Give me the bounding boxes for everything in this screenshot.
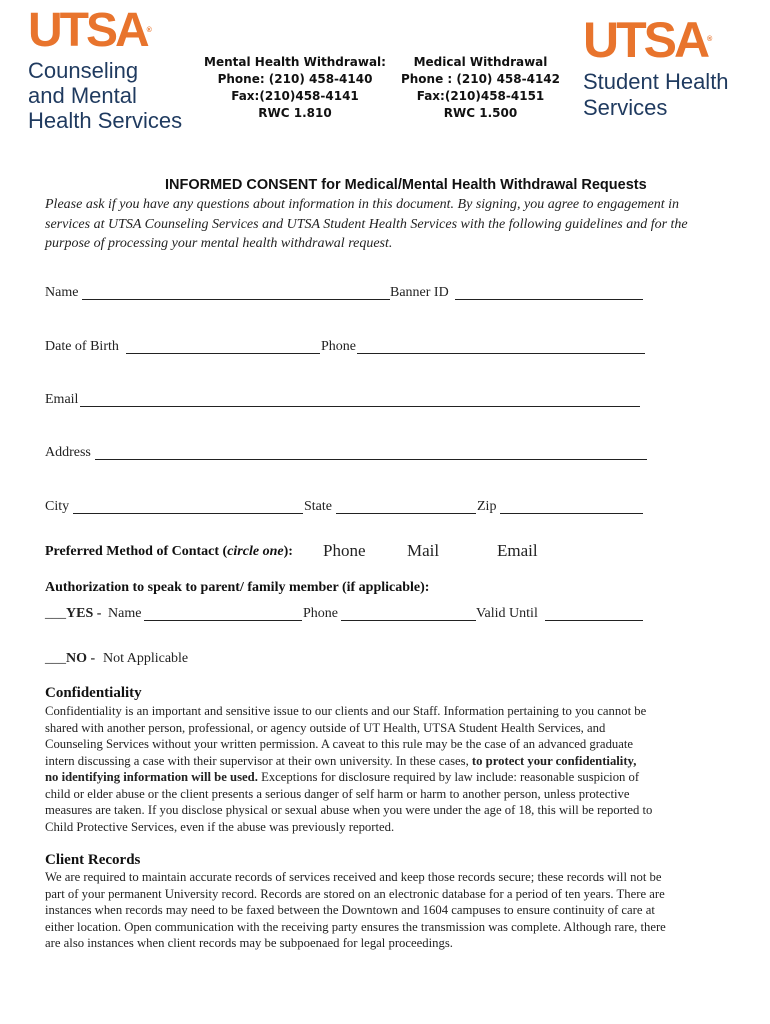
logo-line: Services (583, 95, 668, 120)
logo-line: Health Services (28, 108, 183, 133)
state-label: State (304, 499, 332, 514)
authorization-heading: Authorization to speak to parent/ family member (if applicable): (45, 580, 430, 595)
row-city (45, 499, 745, 519)
logo-line: and Mental (28, 83, 137, 108)
preferred-contact-label: Preferred Method of Contact (circle one): (45, 544, 293, 559)
mental-health-phone: Phone: (210) 458-4140 (217, 72, 373, 86)
contact-option-email[interactable]: Email (497, 541, 538, 560)
row-name (45, 285, 745, 305)
not-applicable-text: Not Applicable (103, 651, 189, 666)
address-field[interactable] (95, 459, 647, 460)
confidentiality-text: Confidentiality is an important and sensitive issue to our clients and our Staff. Information pertaining to you cannot be shared with another person, professional, or agency outside of UT Health, UTSA Student Health Services, and Counseling Services without your written permission. A caveat to this rule may be the case of an advanced graduate intern discussing a case with their supervisor at their own university. In these cases, to protect your confidentiality, no identifying information will be used. Exceptions for disclosure required by law include: reasonable suspicion of child or elder abuse or the client presents a serious danger of self harm or harm to another person, unless protective measures are taken. If you disclose physical or sexual abuse when you were under the age of 18, this will be reported to Child Protective Services, even if the abuse was previously reported. (45, 704, 653, 834)
medical-phone: Phone : (210) 458-4142 (400, 72, 561, 86)
mental-health-room: RWC 1.810 (258, 106, 332, 120)
contact-option-mail[interactable]: Mail (407, 541, 440, 560)
intro-line: Please ask if you have any questions about information in this document. By signing, you agree to engagement in (45, 197, 680, 212)
valid-until-label: Valid Until (476, 606, 538, 621)
confidentiality-heading: Confidentiality (45, 685, 142, 701)
row-authorization-yes (45, 606, 745, 626)
yes-label: YES - (66, 606, 102, 621)
row-authorization-no (45, 651, 745, 671)
intro-text (45, 195, 745, 254)
medical-fax: Fax:(210)458-4151 (416, 89, 545, 103)
dob-label: Date of Birth (45, 339, 119, 354)
name-label: Name (45, 285, 79, 300)
preferred-contact-row (45, 540, 745, 564)
zip-label: Zip (477, 499, 497, 514)
phone-field[interactable] (357, 353, 645, 354)
email-field[interactable] (80, 406, 640, 407)
client-records-heading: Client Records (45, 852, 141, 868)
email-label: Email (45, 392, 79, 407)
family-name-field[interactable] (144, 620, 302, 621)
medical-contact (393, 54, 568, 122)
intro-line: purpose of processing your mental health withdrawal request. (45, 236, 393, 251)
address-label: Address (45, 445, 91, 460)
city-field[interactable] (73, 513, 303, 514)
client-records-text: We are required to maintain accurate records of services received and keep those records secure; these records will not be part of your permanent University record. Records are stored on an electronic database for a period of ten years. There are instances when records may need to be faxed between the Downtown and 1604 campuses to ensure continuity of care at either location. Open communication with the receiving party ensures the transmission was complete. Although rare, there are also instances when client records may be subpoenaed for legal proceedings. (45, 870, 666, 950)
dob-field[interactable] (126, 353, 320, 354)
banner-id-label: Banner ID (390, 285, 449, 300)
family-phone-label: Phone (303, 606, 338, 621)
zip-field[interactable] (500, 513, 643, 514)
name-field[interactable] (82, 299, 390, 300)
page-title: INFORMED CONSENT for Medical/Mental Health Withdrawal Requests (165, 177, 647, 193)
utsa-brand: UTSA (28, 4, 147, 57)
row-address (45, 445, 745, 465)
state-field[interactable] (336, 513, 476, 514)
intro-line: services at UTSA Counseling Services and UTSA Student Health Services with the following guidelines and for the (45, 216, 688, 232)
medical-room: RWC 1.500 (443, 106, 518, 120)
banner-id-field[interactable] (455, 299, 643, 300)
mental-health-title: Mental Health Withdrawal: (204, 55, 386, 69)
valid-until-field[interactable] (545, 620, 643, 621)
mental-health-fax: Fax:(210)458-4141 (231, 89, 359, 103)
family-name-label: Name (108, 606, 142, 621)
no-checkbox-blank[interactable]: ___ (45, 651, 66, 666)
family-phone-field[interactable] (341, 620, 476, 621)
counseling-logo: UTSA® Counseling and Mental Health Services (28, 6, 208, 133)
city-label: City (45, 499, 70, 514)
phone-label: Phone (321, 339, 356, 354)
row-email (45, 392, 745, 412)
logo-line: Counseling (28, 58, 139, 83)
utsa-brand: UTSA (583, 12, 708, 68)
logo-line: Student Health (583, 69, 729, 94)
no-label: NO - (66, 651, 96, 666)
student-health-logo: UTSA® Student Health Services (583, 14, 753, 121)
contact-option-phone[interactable]: Phone (323, 541, 366, 560)
medical-title: Medical Withdrawal (413, 55, 548, 69)
row-dob (45, 339, 745, 359)
mental-health-contact (200, 54, 390, 122)
yes-checkbox-blank[interactable]: ___ (45, 606, 66, 621)
